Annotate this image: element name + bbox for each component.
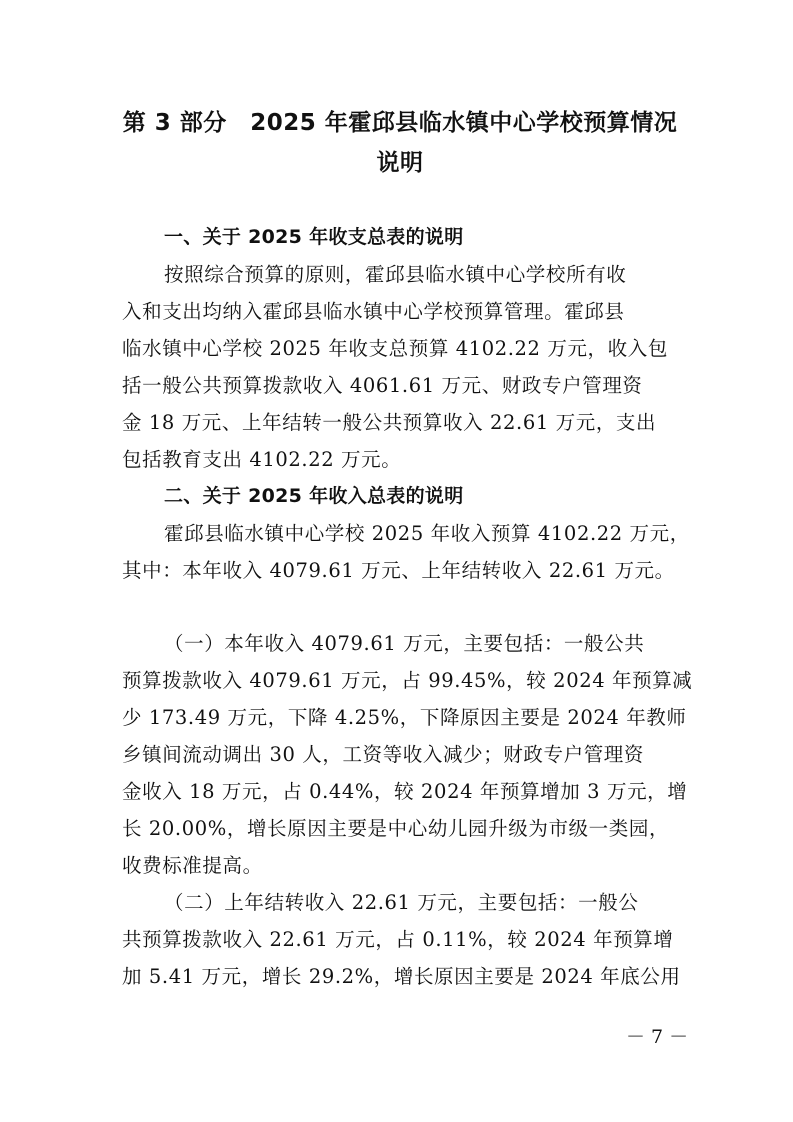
paragraph-line: （二）上年结转收入 22.61 万元，主要包括：一般公: [164, 891, 639, 914]
paragraph-line: 其中：本年收入 4079.61 万元、上年结转收入 22.61 万元。: [122, 559, 675, 582]
paragraph-line: 乡镇间流动调出 30 人，工资等收入减少；财政专户管理资: [122, 743, 645, 766]
paragraph-line: 少 173.49 万元，下降 4.25%，下降原因主要是 2024 年教师: [122, 706, 687, 729]
paragraph-line: 收费标准提高。: [122, 854, 263, 877]
page-number: － 7 －: [626, 1026, 689, 1048]
paragraph-line: 长 20.00%，增长原因主要是中心幼儿园升级为市级一类园，: [122, 817, 670, 840]
paragraph-line: 入和支出均纳入霍邱县临水镇中心学校预算管理。霍邱县: [122, 300, 625, 323]
paragraph-line: 加 5.41 万元，增长 29.2%，增长原因主要是 2024 年底公用: [122, 965, 681, 988]
paragraph-line: 霍邱县临水镇中心学校 2025 年收入预算 4102.22 万元，: [164, 522, 690, 545]
paragraph-line: 临水镇中心学校 2025 年收支总预算 4102.22 万元，收入包: [122, 337, 668, 360]
paragraph-line: 共预算拨款收入 22.61 万元，占 0.11%，较 2024 年预算增: [122, 928, 674, 951]
paragraph-line: 包括教育支出 4102.22 万元。: [122, 448, 402, 471]
section-1-heading: 一、关于 2025 年收支总表的说明: [164, 226, 464, 248]
paragraph-line: 按照综合预算的原则，霍邱县临水镇中心学校所有收: [164, 263, 627, 286]
paragraph-line: 括一般公共预算拨款收入 4061.61 万元、财政专户管理资: [122, 374, 643, 397]
paragraph-line: 金收入 18 万元，占 0.44%，较 2024 年预算增加 3 万元，增: [122, 780, 688, 803]
page-title-line-2: 说明: [376, 150, 424, 176]
paragraph-line: （一）本年收入 4079.61 万元，主要包括：一般公共: [164, 632, 645, 655]
section-2-heading: 二、关于 2025 年收入总表的说明: [164, 485, 464, 507]
paragraph-line: 金 18 万元、上年结转一般公共预算收入 22.61 万元，支出: [122, 411, 657, 434]
paragraph-line: 预算拨款收入 4079.61 万元，占 99.45%，较 2024 年预算减: [122, 669, 693, 692]
page-title-line-1: 第 3 部分 2025 年霍邱县临水镇中心学校预算情况: [122, 110, 678, 136]
